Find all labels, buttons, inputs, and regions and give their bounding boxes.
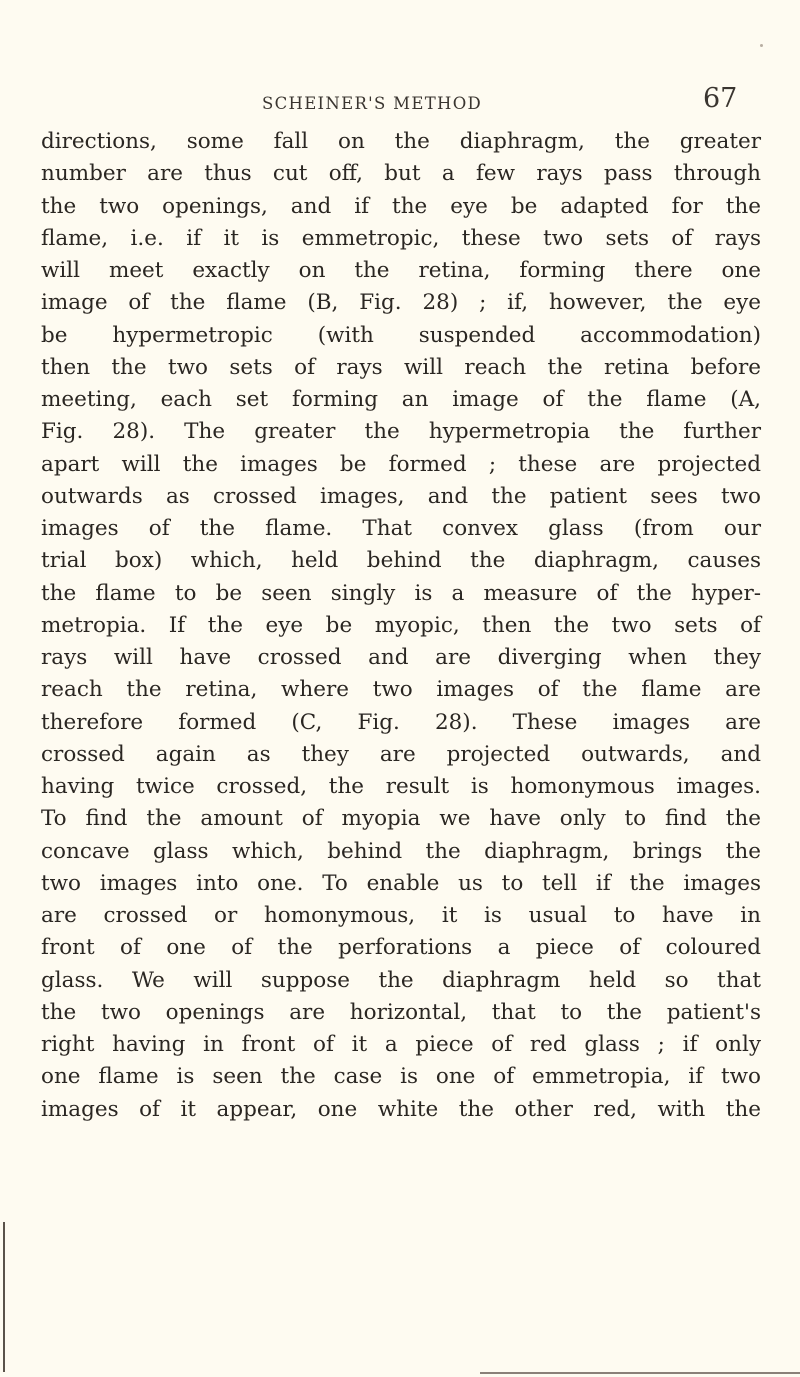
page-edge-shadow bbox=[3, 1222, 5, 1372]
text-line: image of the flame (B, Fig. 28) ; if, however, the eye bbox=[41, 290, 761, 316]
text-line: the two openings, and if the eye be adapted for the bbox=[41, 193, 761, 219]
text-line: metropia. If the eye be myopic, then the two sets of bbox=[41, 612, 761, 638]
text-line: number are thus cut off, but a few rays pass through bbox=[41, 161, 761, 187]
text-line: Fig. 28). The greater the hypermetropia the further bbox=[41, 419, 761, 445]
text-line: are crossed or homonymous, it is usual to have in bbox=[41, 903, 761, 928]
text-line: trial box) which, held behind the diaphragm, causes bbox=[41, 548, 761, 574]
text-line: right having in front of it a piece of red glass ; if only bbox=[41, 1032, 761, 1057]
running-title: SCHEINER'S METHOD bbox=[262, 94, 483, 113]
text-line: front of one of the perforations a piece of coloured bbox=[41, 935, 761, 961]
text-line: then the two sets of rays will reach the retina before bbox=[41, 354, 761, 380]
body-text bbox=[41, 126, 761, 1126]
text-line: crossed again as they are projected outwards, and bbox=[41, 741, 761, 767]
text-line: the flame to be seen singly is a measure of the hyper- bbox=[41, 580, 761, 606]
text-line: the two openings are horizontal, that to the patient's bbox=[41, 999, 761, 1025]
text-line: be hypermetropic (with suspended accommodation) bbox=[41, 322, 761, 348]
text-line: having twice crossed, the result is homonymous images. bbox=[41, 774, 761, 799]
text-line: rays will have crossed and are diverging when they bbox=[41, 645, 761, 670]
text-line: concave glass which, behind the diaphragm, brings the bbox=[41, 838, 761, 864]
text-line: apart will the images be formed ; these are projected bbox=[41, 451, 761, 477]
text-line: directions, some fall on the diaphragm, the greater bbox=[41, 129, 761, 154]
page-bottom-edge bbox=[480, 1372, 800, 1374]
text-line: glass. We will suppose the diaphragm held so that bbox=[41, 967, 761, 993]
text-line: two images into one. To enable us to tell if the images bbox=[41, 870, 761, 896]
text-line: reach the retina, where two images of the flame are bbox=[41, 677, 761, 703]
text-line: flame, i.e. if it is emmetropic, these two sets of rays bbox=[41, 225, 761, 251]
text-line: To find the amount of myopia we have only to find the bbox=[41, 806, 761, 832]
text-line: outwards as crossed images, and the patient sees two bbox=[41, 483, 761, 509]
running-head bbox=[0, 83, 800, 126]
text-line: will meet exactly on the retina, forming there one bbox=[41, 258, 761, 283]
text-line: images of the flame. That convex glass (from our bbox=[41, 516, 761, 541]
text-line: images of it appear, one white the other red, with the bbox=[41, 1096, 761, 1122]
text-line: meeting, each set forming an image of the flame (A, bbox=[41, 387, 761, 412]
page-number: 67 bbox=[703, 83, 738, 114]
text-line: therefore formed (C, Fig. 28). These images are bbox=[41, 709, 761, 735]
paper-speck bbox=[760, 44, 763, 47]
text-line: one flame is seen the case is one of emmetropia, if two bbox=[41, 1064, 761, 1090]
